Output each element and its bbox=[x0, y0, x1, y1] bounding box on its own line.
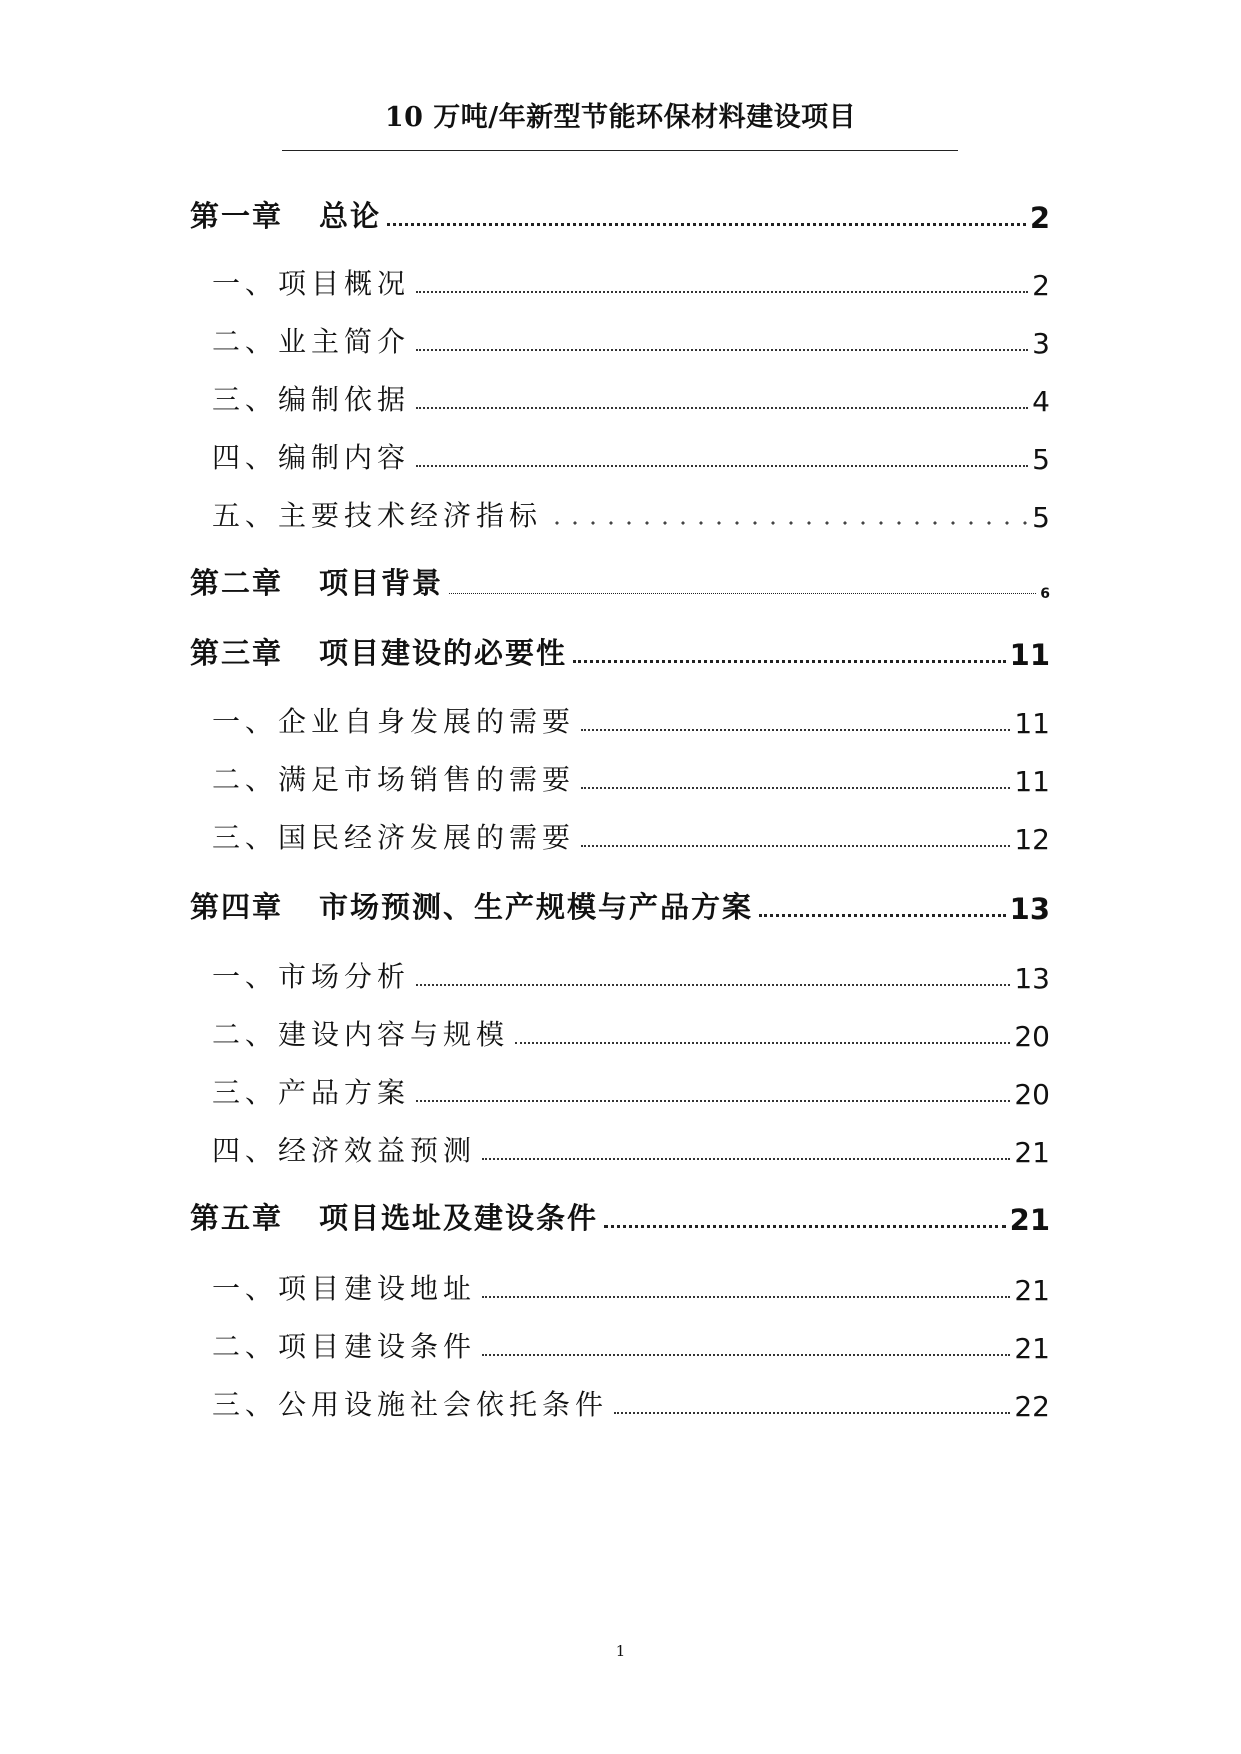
toc-section[interactable] bbox=[190, 436, 1050, 476]
toc-page-number: 21 bbox=[1014, 1274, 1050, 1307]
toc-section[interactable] bbox=[190, 700, 1050, 740]
toc-page-number: 20 bbox=[1014, 1020, 1050, 1053]
toc-entry-label: 一、项目概况 bbox=[212, 267, 411, 300]
toc-entry-label: 第二章 项目背景 bbox=[190, 566, 444, 600]
dot-leader bbox=[482, 1158, 1010, 1160]
dot-leader bbox=[416, 984, 1010, 986]
toc-entry-label: 三、产品方案 bbox=[212, 1076, 411, 1109]
dot-leader bbox=[581, 845, 1010, 847]
toc-page-number: 22 bbox=[1014, 1390, 1050, 1423]
toc-section[interactable] bbox=[190, 1129, 1050, 1169]
toc-section[interactable] bbox=[190, 1325, 1050, 1365]
dot-leader bbox=[416, 407, 1028, 409]
toc-chapter[interactable] bbox=[190, 1197, 1050, 1237]
toc-page-number: 21 bbox=[1014, 1332, 1050, 1365]
page-number: 1 bbox=[615, 1642, 626, 1660]
dot-leader bbox=[449, 593, 1036, 594]
dot-leader bbox=[759, 914, 1006, 917]
toc-page-number: 6 bbox=[1040, 586, 1050, 602]
dot-leader bbox=[482, 1296, 1010, 1298]
dot-leader bbox=[416, 465, 1028, 467]
dot-leader bbox=[416, 291, 1028, 293]
toc-entry-label: 一、项目建设地址 bbox=[212, 1272, 477, 1305]
toc-page-number: 13 bbox=[1014, 962, 1050, 995]
toc-entry-label: 第一章 总论 bbox=[190, 199, 382, 233]
dot-leader bbox=[416, 1100, 1010, 1102]
toc-chapter[interactable] bbox=[190, 886, 1050, 926]
toc-chapter[interactable] bbox=[190, 562, 1050, 602]
toc-page-number: 13 bbox=[1009, 892, 1050, 926]
toc-page-number: 12 bbox=[1014, 823, 1050, 856]
toc-entry-label: 第三章 项目建设的必要性 bbox=[190, 636, 568, 670]
toc-section[interactable] bbox=[190, 1013, 1050, 1053]
toc-page-number: 11 bbox=[1009, 638, 1050, 672]
toc-page-number: 5 bbox=[1032, 443, 1050, 476]
toc-section[interactable] bbox=[190, 1383, 1050, 1423]
toc-chapter[interactable] bbox=[190, 195, 1050, 235]
toc-entry-label: 五、主要技术经济指标 bbox=[212, 499, 543, 532]
title-rule bbox=[282, 150, 958, 151]
toc-section[interactable] bbox=[190, 955, 1050, 995]
toc-section[interactable] bbox=[190, 1071, 1050, 1111]
toc-entry-label: 第五章 项目选址及建设条件 bbox=[190, 1201, 599, 1235]
toc-page-number: 21 bbox=[1014, 1136, 1050, 1169]
toc-section[interactable] bbox=[190, 320, 1050, 360]
toc-section[interactable] bbox=[190, 378, 1050, 418]
dot-leader bbox=[515, 1042, 1010, 1044]
dot-leader bbox=[604, 1225, 1006, 1228]
toc-entry-label: 三、公用设施社会依托条件 bbox=[212, 1388, 609, 1421]
dot-leader bbox=[581, 787, 1010, 789]
toc-entry-label: 二、项目建设条件 bbox=[212, 1330, 477, 1363]
toc-section[interactable] bbox=[190, 758, 1050, 798]
toc-entry-label: 三、编制依据 bbox=[212, 383, 411, 416]
dot-leader bbox=[416, 349, 1028, 351]
toc-entry-label: 四、经济效益预测 bbox=[212, 1134, 477, 1167]
toc-section[interactable] bbox=[190, 1267, 1050, 1307]
toc-section[interactable] bbox=[190, 262, 1050, 302]
toc-entry-label: 一、市场分析 bbox=[212, 960, 411, 993]
toc-entry-label: 四、编制内容 bbox=[212, 441, 411, 474]
toc-section[interactable] bbox=[190, 816, 1050, 856]
dot-leader bbox=[573, 660, 1006, 663]
toc-entry-label: 一、企业自身发展的需要 bbox=[212, 705, 576, 738]
toc-page-number: 11 bbox=[1014, 765, 1050, 798]
toc-chapter[interactable] bbox=[190, 632, 1050, 672]
toc-page-number: 3 bbox=[1032, 327, 1050, 360]
toc-page-number: 21 bbox=[1009, 1203, 1050, 1237]
toc-section[interactable] bbox=[190, 494, 1050, 534]
toc-page-number: 2 bbox=[1029, 201, 1050, 235]
dot-leader bbox=[614, 1412, 1010, 1414]
toc-page-number: 4 bbox=[1032, 385, 1050, 418]
dot-leader bbox=[387, 223, 1026, 226]
toc-page-number: 11 bbox=[1014, 707, 1050, 740]
dot-leader bbox=[548, 521, 1028, 525]
toc-entry-label: 二、满足市场销售的需要 bbox=[212, 763, 576, 796]
dot-leader bbox=[482, 1354, 1010, 1356]
toc-page-number: 5 bbox=[1032, 501, 1050, 534]
toc-entry-label: 第四章 市场预测、生产规模与产品方案 bbox=[190, 890, 754, 924]
dot-leader bbox=[581, 729, 1010, 731]
toc-entry-label: 二、建设内容与规模 bbox=[212, 1018, 510, 1051]
toc-entry-label: 二、业主简介 bbox=[212, 325, 411, 358]
toc-entry-label: 三、国民经济发展的需要 bbox=[212, 821, 576, 854]
document-title: 10 万吨/年新型节能环保材料建设项目 bbox=[384, 102, 857, 133]
toc-page-number: 2 bbox=[1032, 269, 1050, 302]
toc-page-number: 20 bbox=[1014, 1078, 1050, 1111]
